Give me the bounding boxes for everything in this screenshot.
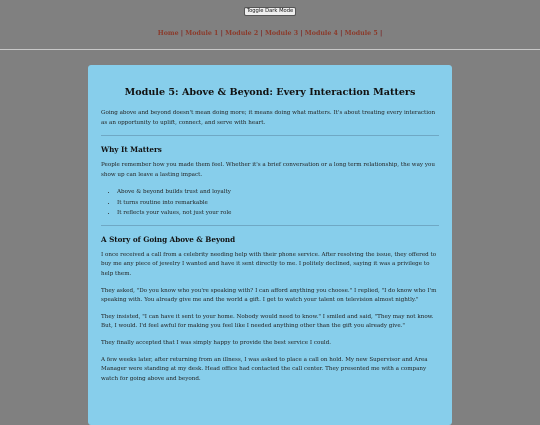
nav-link-module-4[interactable]: Module 4 [304,30,338,37]
list-item: • Above & beyond builds trust and loyalty [117,187,439,198]
nav-separator: | [260,30,263,37]
nav-link-module-5[interactable]: Module 5 [344,30,378,37]
nav-link-home[interactable]: Home [157,30,179,37]
page-title: Module 5: Above & Beyond: Every Interaction Matters [124,87,416,98]
list-item: • It reflects your values, not just your role [117,208,439,219]
intro-paragraph: Going above and beyond doesn't mean doing more; it means doing what matters. It's about treating every interaction as an opportunity to uplift, connect, and serve with heart. [101,110,436,126]
nav-separator: | [340,30,343,37]
nav-link-module-2[interactable]: Module 2 [225,30,259,37]
toggle-dark-mode-button[interactable]: Toggle Dark Mode [244,7,296,16]
nav-separator: | [180,30,184,37]
list-item: • It turns routine into remarkable [117,198,439,209]
nav-separator: | [300,30,303,37]
why-it-matters-heading: Why It Matters [101,145,162,155]
section-divider [101,135,439,136]
story-paragraph: A few weeks later, after returning from an illness, I was asked to place a call on hold. My new Supervisor and Area Manager were standing at my desk. Head office had contacted the call center. They presented me with a company watch for going above and beyond. [101,356,428,382]
module-content-card [88,65,452,425]
story-paragraph: They insisted, "I can have it sent to your home. Nobody would need to know." I smiled and said, "They may not know. But, I would. I'd feel awful for making you feel like I needed anything other than the gift you already give." [101,313,434,330]
header-divider [0,49,540,50]
nav-separator: | [379,30,383,37]
story-paragraph: They finally accepted that I was simply happy to provide the best service I could. [101,340,332,347]
nav-separator: | [220,30,223,37]
nav-link-module-3[interactable]: Module 3 [264,30,299,37]
section-divider [101,225,439,226]
story-paragraph: I once received a call from a celebrity needing help with their phone service. After resolving the issue, they offered to buy me any piece of jewelry I wanted and have it sent directly to me. I politely declined, saying it was a privilege to help them. [101,251,437,278]
story-paragraph: They asked, "Do you know who you're speaking with? I can afford anything you choose." I replied, "I do know who I'm speaking with. You already give me and the world a gift. I get to watch your talent on television almost nightly." [101,287,437,304]
nav-link-module-1[interactable]: Module 1 [185,30,219,37]
why-it-matters-paragraph: People remember how you made them feel. Whether it's a brief conversation or a long term relationship, the way you show up can leave a lasting impact. [101,162,435,178]
why-it-matters-list [101,187,439,219]
module-nav [0,30,540,38]
story-heading: A Story of Going Above & Beyond [101,234,236,244]
